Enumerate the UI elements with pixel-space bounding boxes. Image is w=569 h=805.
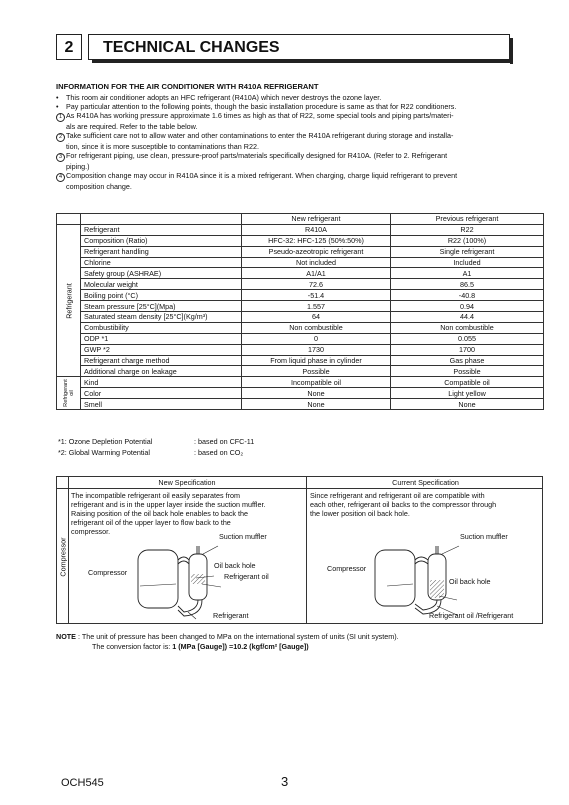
new-value: Non combustible [242,322,391,333]
point-number-icon: 1 [56,113,65,122]
header-new-refrigerant: New refrigerant [242,214,391,225]
info-point [56,171,544,182]
label-refrigerant-oil-mix: Refrigerant oil /Refrigerant [429,611,514,620]
footnote-key: *2: Global Warming Potential [58,448,151,457]
table-corner [81,214,242,225]
point-text: For refrigerant piping, use clean, pressure-proof parts/materials specifically designed for R410A. (Refer to 2. Refrigerant [66,151,448,161]
point-number-icon: 4 [56,173,65,182]
row-label: Molecular weight [81,279,242,290]
pressure-unit-note [56,632,399,651]
table-corner [57,214,81,225]
new-value: R410A [242,224,391,235]
table-row [57,344,544,355]
row-label: Safety group (ASHRAE) [81,268,242,279]
previous-value: -40.8 [391,290,544,301]
label-refrigerant-oil: Refrigerant oil [224,572,269,581]
current-spec-header: Current Specification [392,478,459,487]
box-corner [57,477,68,488]
table-row [57,312,544,323]
table-row [57,322,544,333]
bullet-text: Pay particular attention to the following points, though the basic installation procedure is same as that for R22 conditioners. [66,102,457,112]
previous-value: Non combustible [391,322,544,333]
label-oil-back-hole: Oil back hole [449,577,491,586]
row-label: Additional charge on leakage [81,366,242,377]
note-line: : The unit of pressure has been changed to MPa on the international system of units (SI unit system). [77,632,399,641]
info-point-cont [56,142,544,151]
group-label-refrigerant-oil [63,379,75,407]
table-row [57,377,544,388]
new-value: 1.557 [242,301,391,312]
table-row [57,224,544,235]
section-number: 2 [56,34,82,60]
row-label: Smell [81,399,242,410]
row-label: Combustibility [81,322,242,333]
text-line: refrigerant oil of the upper layer to flow back to the [71,518,231,527]
previous-value: Compatible oil [391,377,544,388]
new-value: 64 [242,312,391,323]
table-row [57,279,544,290]
previous-value: 0.055 [391,333,544,344]
footnote-key: *1: Ozone Depletion Potential [58,437,153,446]
point-text: As R410A has working pressure approximate 1.6 times as high as that of R22, some special tools and piping parts/materi- [66,111,454,121]
info-point-cont [56,182,544,191]
footnote-value: : based on CFC-11 [194,437,255,446]
previous-value: 86.5 [391,279,544,290]
compressor-shell-icon [138,550,178,608]
new-compressor-diagram [68,488,306,625]
table-row [57,366,544,377]
group-oil-cell [57,377,81,410]
row-label: Refrigerant charge method [81,355,242,366]
text-line: Since refrigerant and refrigerant oil are compatible with [310,491,485,500]
info-point-cont [56,122,544,131]
point-text: piping.) [66,162,90,172]
page-number: 3 [281,774,289,789]
row-label: Boiling point (°C) [81,290,242,301]
text-line: refrigerant and is in the upper layer inside the suction muffler. [71,500,266,509]
table-row [57,301,544,312]
row-label: Refrigerant [81,224,242,235]
table-row [57,235,544,246]
previous-value: 44.4 [391,312,544,323]
footnote [58,437,254,446]
previous-value: Gas phase [391,355,544,366]
row-label: Refrigerant handling [81,246,242,257]
previous-value: R22 [391,224,544,235]
note-line: The conversion factor is: [92,641,173,651]
group-label-line: oil [68,390,75,396]
info-heading: INFORMATION FOR THE AIR CONDITIONER WITH R410A REFRIGERANT [56,82,319,91]
row-label: GWP *2 [81,344,242,355]
label-suction-muffler: Suction muffler [460,532,508,541]
header-previous-refrigerant: Previous refrigerant [391,214,544,225]
row-label: Chlorine [81,257,242,268]
point-number-icon: 3 [56,153,65,162]
label-oil-back-hole: Oil back hole [214,561,256,570]
new-value: Possible [242,366,391,377]
info-point [56,131,544,142]
section-title: TECHNICAL CHANGES [88,34,510,60]
compressor-comparison-box [56,476,543,624]
label-compressor: Compressor [327,564,367,573]
group-label-refrigerant: Refrigerant [64,282,73,319]
info-point [56,151,544,162]
row-label: ODP *1 [81,333,242,344]
point-text: Composition change may occur in R410A since it is a mixed refrigerant. When charging, charge liquid refrigerant to prevent [66,171,458,181]
previous-value: 0.94 [391,301,544,312]
text-line: compressor. [71,527,111,536]
text-line: the lower position oil back hole. [310,509,410,518]
footnote-value: : based on CO₂ [194,448,244,457]
group-refrigerant-cell [57,224,81,376]
new-spec-header: New Specification [158,478,216,487]
new-value: From liquid phase in cylinder [242,355,391,366]
table-row [57,257,544,268]
bullet-text: This room air conditioner adopts an HFC refrigerant (R410A) which never destroys the ozone layer. [66,93,382,102]
point-number-icon: 2 [56,133,65,142]
text-line: each other, refrigerant oil backs to the compressor through [310,500,497,509]
row-label: Saturated steam density [25°C](Kg/m³) [81,312,242,323]
new-value: 0 [242,333,391,344]
refrigerant-spec-table [56,213,544,410]
model-code: OCH545 [61,777,104,789]
compressor-shell-icon [375,550,415,606]
info-point-cont [56,162,544,171]
label-suction-muffler: Suction muffler [219,532,267,541]
previous-value: 1700 [391,344,544,355]
table-header-row [57,214,544,225]
previous-value: None [391,399,544,410]
previous-value: A1 [391,268,544,279]
info-point [56,111,544,122]
table-row [57,333,544,344]
text-line: The incompatible refrigerant oil easily separates from [71,491,240,500]
suction-muffler-icon [428,554,446,600]
new-value: Not included [242,257,391,268]
compressor-side-label: Compressor [58,536,67,577]
point-text: composition change. [66,182,132,192]
new-value: -51.4 [242,290,391,301]
previous-value: Single refrigerant [391,246,544,257]
current-compressor-diagram [307,488,544,625]
table-row [57,246,544,257]
table-row [57,355,544,366]
row-label: Kind [81,377,242,388]
new-value: HFC-32: HFC-125 (50%:50%) [242,235,391,246]
previous-value: R22 (100%) [391,235,544,246]
label-compressor: Compressor [88,568,128,577]
row-label: Color [81,388,242,399]
previous-value: Possible [391,366,544,377]
new-value: None [242,399,391,410]
new-value: Incompatible oil [242,377,391,388]
group-label-line: Refrigerant [62,379,69,408]
table-row [57,388,544,399]
conversion-factor: 1 (MPa [Gauge]) =10.2 (kgf/cm² [Gauge]) [172,641,309,651]
info-bullet: • This room air conditioner adopts an HFC refrigerant (R410A) which never destroys the ozone layer. [56,93,382,102]
text-line: Raising position of the oil back hole enables to back the [71,509,249,518]
new-value: Pseudo-azeotropic refrigerant [242,246,391,257]
new-value: 72.6 [242,279,391,290]
table-row [57,268,544,279]
compressor-side-label-cell [57,488,68,625]
new-value: 1730 [242,344,391,355]
table-row [57,399,544,410]
row-label: Steam pressure [25°C](Mpa) [81,301,242,312]
new-value: A1/A1 [242,268,391,279]
table-row [57,290,544,301]
footnote [58,448,243,457]
previous-value: Included [391,257,544,268]
point-text: Take sufficient care not to allow water and other contaminations to enter the R410A refrigerant during storage and installa- [66,131,454,141]
info-list [56,93,544,192]
note-label: NOTE [56,632,76,641]
new-value: None [242,388,391,399]
previous-value: Light yellow [391,388,544,399]
info-bullet: • Pay particular attention to the following points, though the basic installation procedure is same as that for R22 conditioners. [56,102,457,112]
point-text: tion, since it is more susceptible to contaminations than R22. [66,142,259,152]
label-refrigerant: Refrigerant [213,611,249,620]
point-text: als are required. Refer to the table below. [66,122,198,132]
row-label: Composition (Ratio) [81,235,242,246]
